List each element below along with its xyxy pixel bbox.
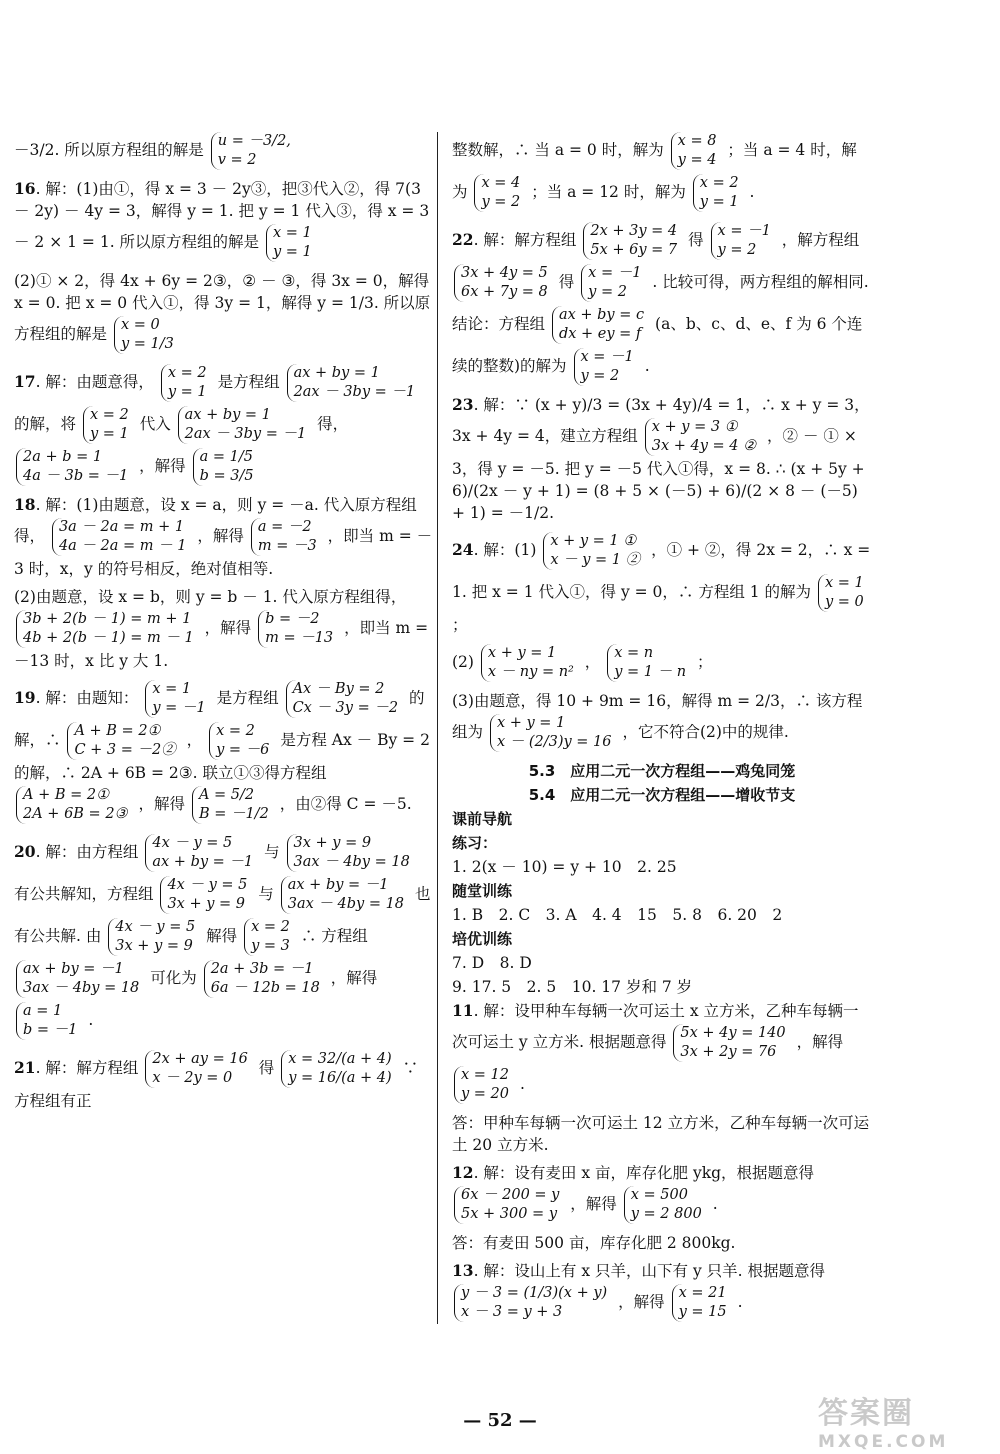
- practice-answers: 1. 2(x － 10) = y + 10 2. 25: [452, 858, 677, 876]
- equation-system: x = 2 y = 1: [693, 174, 743, 212]
- equation-system: 2x + ay = 16 x － 2y = 0: [145, 1050, 251, 1088]
- equation-system: A + B = 2① 2A + 6B = 2③: [16, 786, 132, 824]
- problem-23: 23. 解：∵ (x + y)/3 = (3x + 4y)/4 = 1，∴ x + y = 3，3x + 4y = 4，建立方程组 x + y = 3 ① 3x + 4y = 4 ② ，② － ① × 3，得 y = －5. 把 y = －5 代入①得，x = 8. ∴ (x + 5y + 6)/(2x － y + 1) = (8 + 5 × (－5) + 6)/(2 × 8 － (－5) + 1) = －1/2.: [452, 395, 870, 522]
- label-pre-class: 课前导航: [452, 810, 513, 828]
- equation-system: A = 5/2 B = －1/2: [192, 786, 273, 824]
- equation-system: ax + by = －1 3ax － 4by = 18: [16, 960, 143, 998]
- equation-system: x = 4 y = 2: [474, 174, 524, 212]
- equation-system: x = 1 y = 1: [266, 224, 316, 262]
- problem-21: 21. 解：解方程组 2x + ay = 16 x － 2y = 0 得 x = 32/(a + 4) y = 16/(a + 4) ∵ 方程组有正: [14, 1051, 419, 1110]
- answer-11: 答：甲种车每辆一次可运土 12 立方米，乙种车每辆一次可运土 20 立方米.: [452, 1114, 870, 1154]
- problem-13: 13. 解：设山上有 x 只羊，山下有 y 只羊. 根据题意得 y － 3 = (1/3)(x + y) x － 3 = y + 3 ，解得 x = 21 y = 15 .: [452, 1261, 825, 1320]
- equation-system: 3b + 2(b － 1) = m + 1 4b + 2(b － 1) = m － 1: [16, 610, 198, 648]
- in-class-answers: 1. B 2. C 3. A 4. 4 15 5. 8 6. 20 2: [452, 906, 783, 924]
- watermark-logo: 答案圈 MXQE.COM: [818, 1396, 949, 1452]
- problem-11: 11. 解：设甲种车每辆一次可运土 x 立方米，乙种车每辆一次可运土 y 立方米. 根据题意得 5x + 4y = 140 3x + 2y = 76 ，解得 x = 12 y = 20 .: [452, 1001, 859, 1102]
- page-number: — 52 —: [463, 1410, 537, 1431]
- equation-system: x = 2 y = 3: [244, 918, 294, 956]
- equation-system: Ax － By = 2 Cx － 3y = －2: [286, 680, 403, 718]
- equation-system: x = 2 y = 1: [161, 364, 211, 402]
- equation-system: 2a + b = 1 4a － 3b = －1: [16, 448, 132, 486]
- equation-system: u = －3/2, v = 2: [211, 132, 295, 170]
- equation-system: x + y = 1 ① x － y = 1 ②: [543, 532, 644, 570]
- label-practice: 练习：: [452, 834, 498, 852]
- label-advanced: 培优训练: [452, 930, 513, 948]
- equation-system: a = 1/5 b = 3/5: [193, 448, 258, 486]
- equation-system: x = 12 y = 20: [454, 1066, 513, 1104]
- equation-system: x = n y = 1 － n: [607, 644, 690, 682]
- equation-system: 4x － y = 5 ax + by = －1: [145, 834, 257, 872]
- equation-system: x = 2 y = 1: [83, 406, 133, 444]
- equation-system: x = 500 y = 2 800: [624, 1186, 706, 1224]
- equation-system: x = －1 y = 2: [711, 222, 775, 260]
- equation-system: 3a － 2a = m + 1 4a － 2a = m － 1: [52, 518, 191, 556]
- problem-18-part1: 18. 解：(1)由题意，设 x = a，则 y = －a. 代入原方程组得， 3a － 2a = m + 1 4a － 2a = m － 1 ，解得 a = －2 m = －3 ，即当 m = －3 时，x，y 的符号相反，绝对值相等.: [14, 495, 433, 578]
- equation-system: A + B = 2① C + 3 = －2②: [67, 722, 179, 760]
- problem-17: 17. 解：由题意得， x = 2 y = 1 是方程组 ax + by = 1 2ax － 3by = －1 的解，将 x = 2 y = 1 代入 ax + by = 1 2ax － 3by = －1 得， 2a + b = 1 4a － 3b = －1 ，解得 a = 1/5 b = 3/5: [14, 362, 434, 488]
- equation-system: x = 21 y = 15: [672, 1284, 731, 1322]
- right-column: [452, 130, 872, 1330]
- problem-24-part3: (3)由题意，得 10 + 9m = 16，解得 m = 2/3，∴ 该方程组为 x + y = 1 x － (2/3)y = 16 ，它不符合(2)中的规律.: [452, 692, 863, 750]
- equation-system: 5x + 4y = 140 3x + 2y = 76: [673, 1024, 789, 1062]
- problem-18-part2: (2)由题意，设 x = b，则 y = b － 1. 代入原方程组得， 3b + 2(b － 1) = m + 1 4b + 2(b － 1) = m － 1 ，解得 b = －2 m = －13 ，即当 m = －13 时，x 比 y 大 1.: [14, 588, 429, 670]
- p-continued: －3/2. 所以原方程组的解是 u = －3/2, v = 2: [14, 130, 434, 172]
- problem-16-part2: (2)① × 2，得 4x + 6y = 2③，② － ③，得 3x = 0，解得 x = 0. 把 x = 0 代入①，得 3y = 1，解得 y = 1/3. 所以原方程组的解是 x = 0 y = 1/3: [14, 272, 431, 352]
- problem-24-part1: 24. 解：(1) x + y = 1 ① x － y = 1 ② ，① + ②，得 2x = 2，∴ x = 1. 把 x = 1 代入①，得 y = 0，∴ 方程组 1 的解为 x = 1 y = 0 ；: [452, 533, 871, 634]
- equation-system: 3x + y = 9 3ax － 4by = 18: [287, 834, 414, 872]
- label-in-class: 随堂训练: [452, 882, 513, 900]
- equation-system: x = 2 y = －6: [209, 722, 273, 760]
- equation-system: a = －2 m = －3: [251, 518, 321, 556]
- equation-system: 6x － 200 = y 5x + 300 = y: [454, 1186, 563, 1224]
- equation-system: x = 8 y = 4: [671, 132, 721, 170]
- equation-system: ax + by = 1 2ax － 3by = －1: [178, 406, 311, 444]
- problem-21-continued: 整数解，∴ 当 a = 0 时，解为 x = 8 y = 4 ；当 a = 4 时，解为 x = 4 y = 2 ；当 a = 12 时，解为 x = 2 y = 1 .: [452, 133, 857, 210]
- equation-system: x = －1 y = 2: [581, 264, 645, 302]
- problem-12: 12. 解：设有麦田 x 亩，库存化肥 ykg，根据题意得 6x － 200 = y 5x + 300 = y ，解得 x = 500 y = 2 800 .: [452, 1163, 815, 1222]
- equation-system: ax + by = c dx + ey = f: [552, 306, 648, 344]
- equation-system: x + y = 1 x － (2/3)y = 16: [490, 714, 616, 752]
- answer-12: 答：有麦田 500 亩，库存化肥 2 800kg.: [452, 1234, 736, 1252]
- column-divider: [437, 132, 438, 1324]
- problem-19: 19. 解：由题知： x = 1 y = －1 是方程组 Ax － By = 2 Cx － 3y = －2 的解，∴ A + B = 2① C + 3 = －2② ， x = 2 y = －6 是方程 Ax － By = 2 的解，∴ 2A + 6B = 2③. 联立①③得方程组 A + B = 2① 2A + 6B = 2③ ，解得 A = 5/2 B = －1/2 ，由②得 C = －5.: [14, 681, 430, 822]
- equation-system: b = －2 m = －13: [258, 610, 337, 648]
- equation-system: x = 1 y = －1: [145, 680, 209, 718]
- equation-system: x = 32/(a + 4) y = 16/(a + 4): [281, 1050, 395, 1088]
- equation-system: 3x + 4y = 5 6x + 7y = 8: [454, 264, 552, 302]
- advanced-answers-1: 7. D 8. D: [452, 954, 532, 972]
- equation-system: x = －1 y = 2: [574, 348, 638, 386]
- equation-system: ax + by = －1 3ax － 4by = 18: [281, 876, 408, 914]
- equation-system: 2x + 3y = 4 5x + 6y = 7: [583, 222, 681, 260]
- equation-system: x + y = 3 ① 3x + 4y = 4 ②: [645, 418, 760, 456]
- problem-24-part2: (2) x + y = 1 x － ny = n² ， x = n y = 1 － n ；: [452, 645, 713, 680]
- left-column: [14, 130, 434, 1118]
- problem-22: 22. 解：解方程组 2x + 3y = 4 5x + 6y = 7 得 x = －1 y = 2 ，解方程组 3x + 4y = 5 6x + 7y = 8 得 x = －1 y = 2 . 比较可得，两方程组的解相同. 结论：方程组 ax + by = c dx + ey = f (a、b、c、d、e、f 为 6 个连续的整数)的解为 x = －1 y = 2 .: [452, 223, 869, 384]
- equation-system: x = 0 y = 1/3: [114, 316, 178, 354]
- equation-system: ax + by = 1 2ax － 3by = －1: [287, 364, 420, 402]
- equation-system: 4x － y = 5 3x + y = 9: [108, 918, 199, 956]
- equation-system: 2a + 3b = －1 6a － 12b = 18: [204, 960, 324, 998]
- problem-20: 20. 解：由方程组 4x － y = 5 ax + by = －1 与 3x + y = 9 3ax － 4by = 18 有公共解知，方程组 4x － y = 5 3x + y = 9 与 ax + by = －1 3ax － 4by = 18 也有公共解. 由 4x － y = 5 3x + y = 9 解得 x = 2 y = 3 ∴ 方程组 ax + by = －1 3ax － 4by = 18 可化为 2a + 3b = －1 6a － 12b = 18 ，解得 a = 1 b = －1 .: [14, 835, 431, 1038]
- equation-system: x = 1 y = 0: [818, 574, 868, 612]
- section-title-5-3: 5.3 应用二元一次方程组——鸡兔同笼: [528, 762, 796, 780]
- equation-system: a = 1 b = －1: [16, 1002, 81, 1040]
- equation-system: 4x － y = 5 3x + y = 9: [160, 876, 251, 914]
- section-title-5-4: 5.4 应用二元一次方程组——增收节支: [528, 786, 796, 804]
- equation-system: y － 3 = (1/3)(x + y) x － 3 = y + 3: [454, 1284, 611, 1322]
- problem-16-part1: 16. 解：(1)由①，得 x = 3 － 2y③，把③代入②，得 7(3 － 2y) － 4y = 3，解得 y = 1. 把 y = 1 代入③，得 x = 3 － 2 × 1 = 1. 所以原方程组的解是 x = 1 y = 1: [14, 179, 430, 260]
- equation-system: x + y = 1 x － ny = n²: [481, 644, 578, 682]
- advanced-answers-2: 9. 17. 5 2. 5 10. 17 岁和 7 岁: [452, 978, 693, 996]
